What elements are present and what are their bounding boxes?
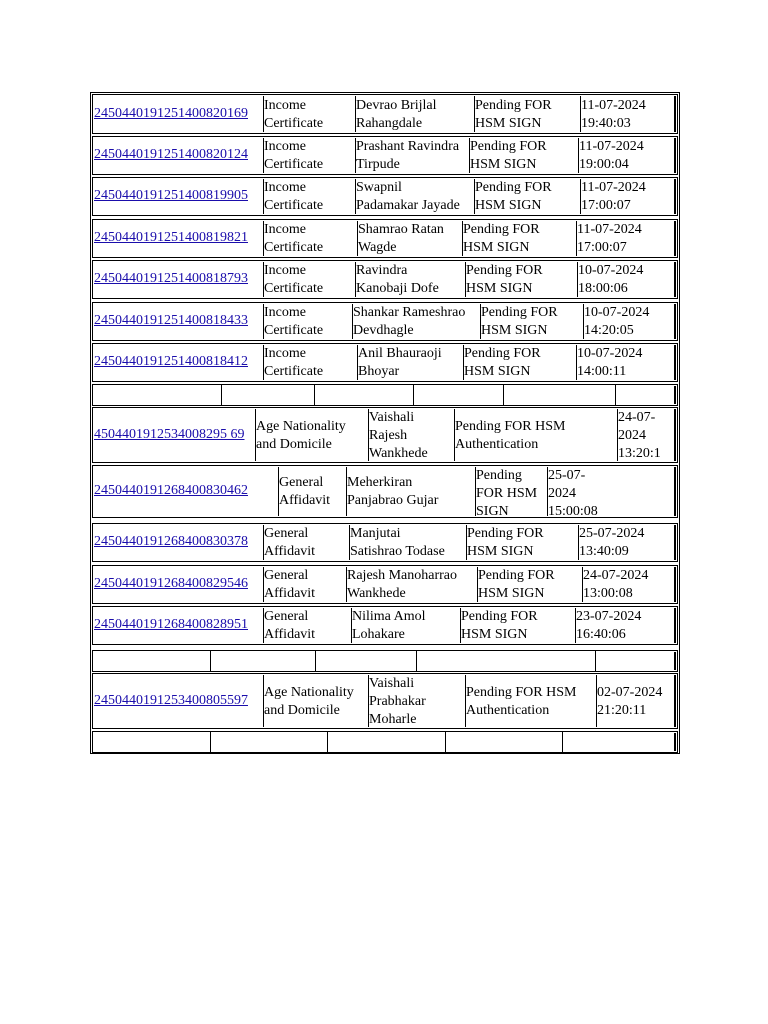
applicant-cell xyxy=(352,304,481,339)
service-cell xyxy=(263,345,358,380)
service-cell xyxy=(263,138,356,173)
applicant-cell xyxy=(351,608,461,643)
applicant-cell xyxy=(368,409,455,461)
datetime-line: 23-07-2024 xyxy=(576,609,642,624)
status-cell xyxy=(477,567,583,602)
service-line: Income xyxy=(264,180,306,195)
table-row xyxy=(92,407,678,463)
cell-divider xyxy=(615,385,616,405)
status-line: Pending FOR xyxy=(470,139,547,154)
app-no-link[interactable] xyxy=(94,220,264,247)
applicant-line: Prabhakar xyxy=(369,694,426,709)
datetime-cell xyxy=(575,608,677,643)
service-line: Income xyxy=(264,263,306,278)
applicant-line: Nilima Amol xyxy=(352,609,426,624)
status-line: Pending FOR xyxy=(478,568,555,583)
service-line: Income xyxy=(264,346,306,361)
cell-divider xyxy=(314,385,315,405)
status-line: Pending FOR xyxy=(467,526,544,541)
status-line: Pending FOR HSM xyxy=(466,685,577,700)
datetime-line: 14:00:11 xyxy=(577,364,627,379)
service-line: Certificate xyxy=(264,116,324,131)
applicant-line: Devdhagle xyxy=(353,323,414,338)
status-line: Pending FOR HSM xyxy=(455,419,566,434)
datetime-line: 2024 xyxy=(618,428,646,443)
cell-divider xyxy=(562,732,563,752)
datetime-line: 19:00:04 xyxy=(579,157,629,172)
status-line: HSM SIGN xyxy=(464,364,531,379)
applicant-line: Swapnil xyxy=(356,180,402,195)
applicant-line: Anil Bhauraoji xyxy=(358,346,442,361)
applicant-cell xyxy=(357,221,463,256)
service-line: Affidavit xyxy=(279,493,331,508)
app-no-line[interactable]: 2450440191268400828951 xyxy=(94,617,248,632)
cell-divider xyxy=(315,651,316,671)
datetime-line: 16:40:06 xyxy=(576,627,626,642)
service-line: Affidavit xyxy=(264,544,316,559)
service-line: Certificate xyxy=(264,323,324,338)
service-cell xyxy=(263,304,353,339)
datetime-cell xyxy=(583,304,678,339)
service-cell xyxy=(263,96,356,132)
datetime-line: 19:40:03 xyxy=(581,116,631,131)
applicant-line: Kanobaji Dofe xyxy=(356,281,439,296)
cell-divider xyxy=(445,732,446,752)
table-row xyxy=(92,606,678,645)
service-cell xyxy=(263,567,347,602)
service-line: General xyxy=(264,526,309,541)
app-no-link[interactable] xyxy=(94,674,264,710)
app-no-link[interactable] xyxy=(94,95,264,123)
app-no-line[interactable]: 2450440191251400818793 xyxy=(94,271,248,286)
cell-divider xyxy=(210,651,211,671)
status-line: HSM SIGN xyxy=(478,586,545,601)
datetime-line: 13:40:09 xyxy=(579,544,629,559)
applicant-line: Meherkiran xyxy=(347,475,413,490)
datetime-cell xyxy=(577,262,677,297)
status-line: Pending FOR xyxy=(475,180,552,195)
service-line: Certificate xyxy=(264,157,324,172)
applicant-line: Wankhede xyxy=(369,446,428,461)
datetime-cell xyxy=(580,96,677,132)
app-no-line[interactable]: 2450440191268400829546 xyxy=(94,576,248,591)
cell-divider xyxy=(327,732,328,752)
empty-row xyxy=(92,384,678,406)
status-line: HSM SIGN xyxy=(461,627,528,642)
datetime-cell xyxy=(576,221,677,256)
cell-divider xyxy=(595,651,596,671)
status-line: Pending FOR xyxy=(475,98,552,113)
applicant-line: Rahangdale xyxy=(356,116,423,131)
applicant-line: Devrao Brijlal xyxy=(356,98,437,113)
status-cell xyxy=(465,262,578,297)
status-line: Pending FOR xyxy=(464,346,541,361)
datetime-cell xyxy=(578,525,677,560)
status-cell xyxy=(463,345,577,380)
applicant-cell xyxy=(346,467,476,516)
datetime-line: 10-07-2024 xyxy=(584,305,650,320)
app-no-line[interactable]: 2450440191251400818412 xyxy=(94,354,248,369)
app-no-line[interactable]: 2450440191251400820124 xyxy=(94,147,248,162)
datetime-cell xyxy=(596,675,677,727)
applicant-line: Prashant Ravindra xyxy=(356,139,460,154)
status-line: SIGN xyxy=(476,504,509,519)
app-no-line[interactable]: 2450440191253400805597 xyxy=(94,693,248,708)
status-cell xyxy=(474,96,581,132)
applicant-cell xyxy=(357,345,464,380)
applicant-line: Rajesh Manoharrao xyxy=(347,568,458,583)
status-line: Authentication xyxy=(455,437,539,452)
datetime-line: 21:20:11 xyxy=(597,703,647,718)
table-row xyxy=(92,136,678,175)
applicant-line: Manjutai xyxy=(350,526,401,541)
status-cell xyxy=(462,221,577,256)
service-line: Income xyxy=(264,139,306,154)
applicant-line: Bhoyar xyxy=(358,364,400,379)
status-line: Pending FOR xyxy=(463,222,540,237)
app-no-link[interactable] xyxy=(94,178,264,205)
app-no-line[interactable]: 2450440191268400830462 xyxy=(94,483,248,498)
cell-divider xyxy=(416,651,417,671)
table-row xyxy=(92,565,678,604)
datetime-cell xyxy=(576,345,677,380)
table-row xyxy=(92,465,678,518)
datetime-cell xyxy=(617,409,678,461)
table-row xyxy=(92,673,678,729)
status-line: HSM SIGN xyxy=(475,198,542,213)
datetime-line: 25-07- xyxy=(548,468,586,483)
datetime-cell xyxy=(582,567,677,602)
applicant-line: Panjabrao Gujar xyxy=(347,493,439,508)
empty-row xyxy=(92,650,678,672)
app-no-link[interactable] xyxy=(94,524,264,551)
service-line: General xyxy=(264,609,309,624)
datetime-line: 11-07-2024 xyxy=(581,98,646,113)
status-line: Pending FOR xyxy=(466,263,543,278)
datetime-line: 24-07-2024 xyxy=(583,568,649,583)
applicant-line: Vaishali xyxy=(369,676,415,691)
app-no-link[interactable] xyxy=(94,607,264,634)
app-no-line[interactable]: 2450440191251400818433 xyxy=(94,313,248,328)
service-line: General xyxy=(279,475,324,490)
datetime-line: 2024 xyxy=(548,486,576,501)
datetime-line: 11-07-2024 xyxy=(579,139,644,154)
cell-divider xyxy=(210,732,211,752)
applicant-line: Wankhede xyxy=(347,586,406,601)
app-no-link[interactable] xyxy=(94,344,264,371)
table-row xyxy=(92,523,678,562)
service-cell xyxy=(263,608,352,643)
service-line: Certificate xyxy=(264,281,324,296)
service-line: and Domicile xyxy=(264,703,340,718)
service-line: Affidavit xyxy=(264,586,316,601)
status-line: Pending FOR xyxy=(461,609,538,624)
service-cell xyxy=(263,179,356,214)
app-no-link[interactable] xyxy=(94,566,264,593)
app-no-line[interactable]: 4504401912534008295 69 xyxy=(94,427,245,442)
app-no-line[interactable]: 2450440191251400819821 xyxy=(94,230,248,245)
applicant-line: Satishrao Todase xyxy=(350,544,445,559)
status-cell xyxy=(460,608,576,643)
service-line: Certificate xyxy=(264,364,324,379)
datetime-line: 11-07-2024 xyxy=(581,180,646,195)
applicant-line: Wagde xyxy=(358,240,397,255)
cell-divider xyxy=(413,385,414,405)
datetime-line: 24-07- xyxy=(618,410,656,425)
status-line: HSM SIGN xyxy=(481,323,548,338)
datetime-line: 17:00:07 xyxy=(581,198,631,213)
table-row xyxy=(92,302,678,341)
service-cell xyxy=(255,409,369,461)
status-line: HSM SIGN xyxy=(466,281,533,296)
status-line: Pending xyxy=(476,468,522,483)
app-no-link[interactable] xyxy=(94,261,264,288)
service-line: General xyxy=(264,568,309,583)
status-cell xyxy=(466,525,579,560)
applicant-cell xyxy=(355,138,470,173)
datetime-line: 17:00:07 xyxy=(577,240,627,255)
status-line: HSM SIGN xyxy=(475,116,542,131)
cell-divider xyxy=(221,385,222,405)
table-row xyxy=(92,343,678,382)
service-line: Affidavit xyxy=(264,627,316,642)
service-line: Age Nationality xyxy=(264,685,354,700)
datetime-line: 13:20:1 xyxy=(618,446,661,461)
status-line: Pending FOR xyxy=(481,305,558,320)
applicant-line: Rajesh xyxy=(369,428,408,443)
datetime-line: 25-07-2024 xyxy=(579,526,645,541)
app-no-link[interactable] xyxy=(94,466,279,500)
table-row xyxy=(92,219,678,258)
service-line: and Domicile xyxy=(256,437,332,452)
app-no-line[interactable]: 2450440191251400819905 xyxy=(94,188,248,203)
status-line: HSM SIGN xyxy=(467,544,534,559)
applicant-line: Lohakare xyxy=(352,627,405,642)
applicant-cell xyxy=(355,96,475,132)
applicant-cell xyxy=(355,262,466,297)
applicant-line: Padamakar Jayade xyxy=(356,198,460,213)
service-cell xyxy=(263,262,356,297)
service-line: Income xyxy=(264,222,306,237)
service-line: Certificate xyxy=(264,198,324,213)
applicant-line: Moharle xyxy=(369,712,417,727)
service-line: Age Nationality xyxy=(256,419,346,434)
datetime-line: 13:00:08 xyxy=(583,586,633,601)
datetime-line: 11-07-2024 xyxy=(577,222,642,237)
service-cell xyxy=(263,525,350,560)
service-line: Certificate xyxy=(264,240,324,255)
datetime-cell xyxy=(578,138,677,173)
app-no-link[interactable] xyxy=(94,408,256,444)
datetime-cell xyxy=(547,467,618,519)
datetime-line: 15:00:08 xyxy=(548,504,598,519)
app-no-link[interactable] xyxy=(94,303,264,330)
applicant-cell xyxy=(349,525,467,560)
status-cell xyxy=(454,409,618,461)
applicant-line: Vaishali xyxy=(369,410,415,425)
datetime-line: 14:20:05 xyxy=(584,323,634,338)
datetime-cell xyxy=(580,179,677,214)
service-line: Income xyxy=(264,98,306,113)
applicant-cell xyxy=(368,675,466,727)
service-line: Income xyxy=(264,305,306,320)
app-no-line[interactable]: 2450440191268400830378 xyxy=(94,534,248,549)
status-cell xyxy=(465,675,597,727)
datetime-line: 10-07-2024 xyxy=(578,263,644,278)
status-cell xyxy=(475,467,548,519)
app-no-link[interactable] xyxy=(94,137,264,164)
table-row xyxy=(92,260,678,299)
status-line: HSM SIGN xyxy=(463,240,530,255)
applicant-line: Ravindra xyxy=(356,263,408,278)
service-cell xyxy=(263,675,369,727)
status-line: Authentication xyxy=(466,703,550,718)
applicant-line: Shankar Rameshrao xyxy=(353,305,466,320)
applicant-cell xyxy=(355,179,475,214)
applicant-line: Tirpude xyxy=(356,157,400,172)
status-line: HSM SIGN xyxy=(470,157,537,172)
cell-divider xyxy=(503,385,504,405)
datetime-line: 10-07-2024 xyxy=(577,346,643,361)
datetime-line: 02-07-2024 xyxy=(597,685,663,700)
service-cell xyxy=(278,467,347,516)
datetime-line: 18:00:06 xyxy=(578,281,628,296)
table-row xyxy=(92,177,678,216)
service-cell xyxy=(263,221,358,256)
table-row xyxy=(92,94,678,134)
empty-row xyxy=(92,731,678,753)
applicant-cell xyxy=(346,567,478,602)
status-cell xyxy=(474,179,581,214)
applicant-line: Shamrao Ratan xyxy=(358,222,444,237)
status-cell xyxy=(469,138,579,173)
app-no-line[interactable]: 2450440191251400820169 xyxy=(94,106,248,121)
status-line: FOR HSM xyxy=(476,486,538,501)
status-cell xyxy=(480,304,584,339)
application-table xyxy=(90,92,680,754)
